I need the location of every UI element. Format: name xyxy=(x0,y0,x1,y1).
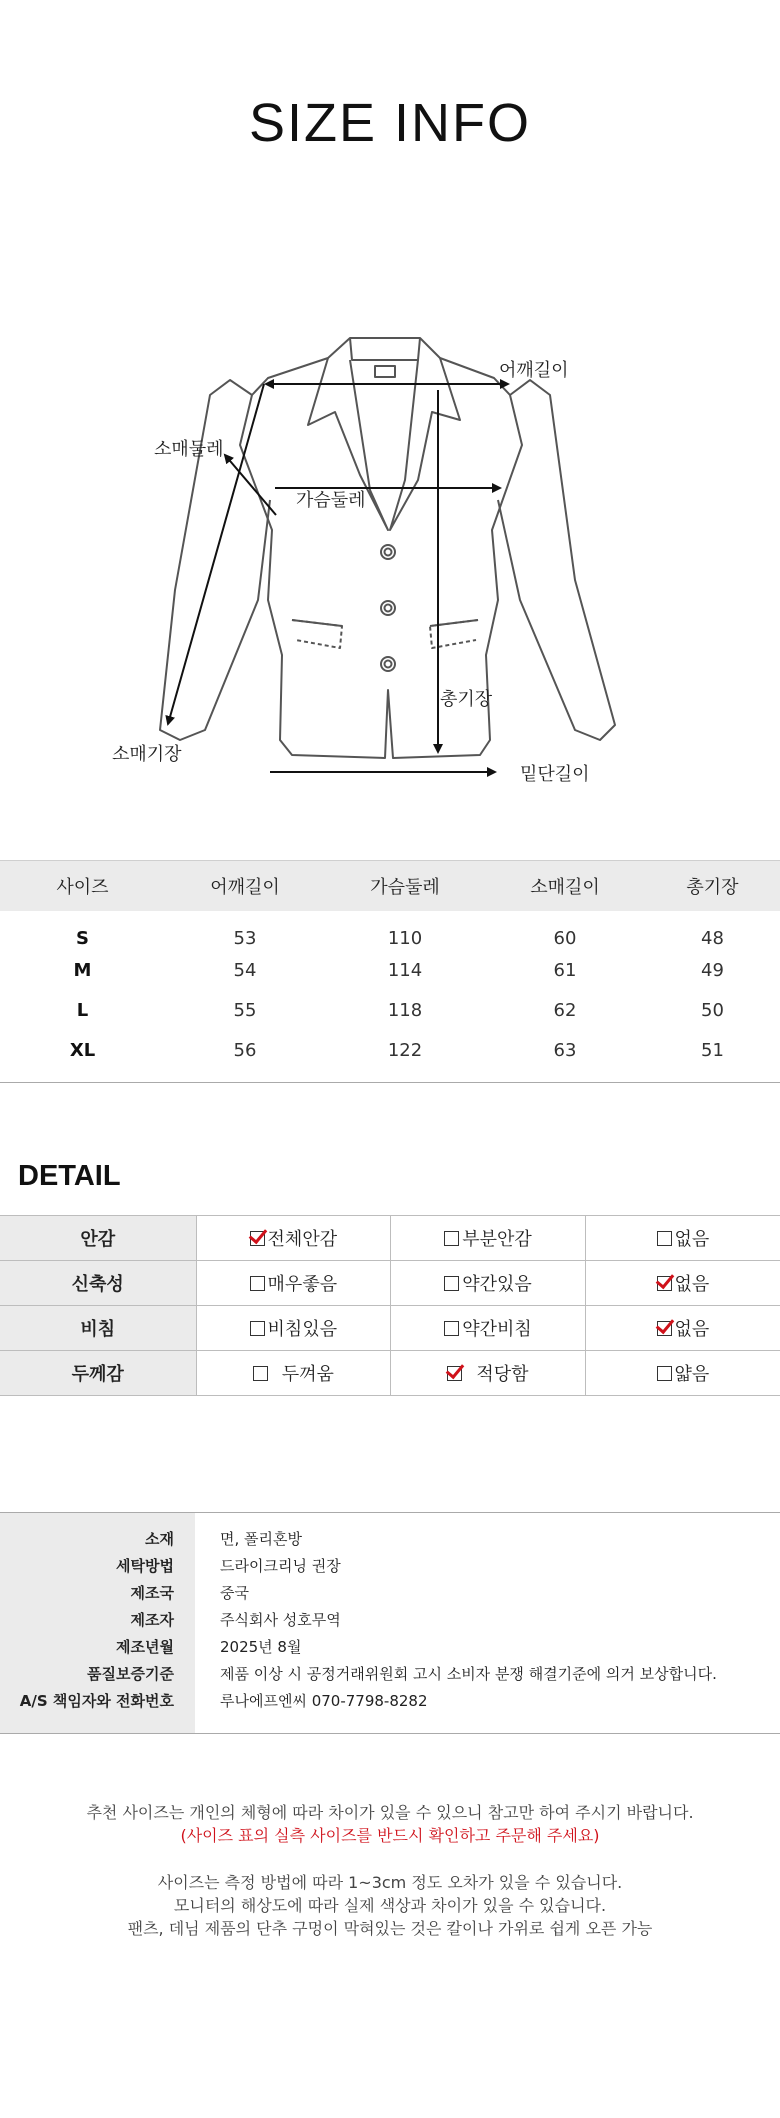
info-value: 중국 xyxy=(220,1584,249,1602)
info-value: 주식회사 성호무역 xyxy=(220,1611,341,1629)
info-key: 제조국 xyxy=(130,1584,174,1602)
detail-option xyxy=(196,1351,391,1396)
checkbox-icon xyxy=(657,1231,672,1246)
value-cell: 48 xyxy=(701,928,724,949)
header-size: 사이즈 xyxy=(56,876,109,898)
option-text: 얇음 xyxy=(674,1364,710,1385)
jacket-size-diagram xyxy=(0,300,780,800)
value-cell: 55 xyxy=(233,1000,257,1021)
info-row-washing xyxy=(0,1555,780,1582)
detail-option xyxy=(585,1216,780,1261)
label-sleeve-circumference: 소매둘레 xyxy=(154,439,224,460)
detail-option xyxy=(196,1306,391,1351)
table-row xyxy=(0,991,780,1031)
size-cell: XL xyxy=(69,1039,96,1061)
page-title: SIZE INFO xyxy=(248,93,531,153)
size-cell: S xyxy=(76,928,89,949)
detail-row-thickness xyxy=(0,1351,780,1396)
info-key: 제조자 xyxy=(130,1611,174,1629)
detail-title: DETAIL xyxy=(18,1160,121,1192)
note-line: 팬츠, 데님 제품의 단추 구멍이 막혀있는 것은 칼이나 가위로 쉽게 오픈 가능 xyxy=(127,1919,653,1938)
size-cell: L xyxy=(76,1000,89,1021)
detail-label: 두께감 xyxy=(0,1351,196,1396)
value-cell: 49 xyxy=(701,960,724,981)
option-text: 두껴움 xyxy=(281,1364,334,1385)
checkbox-icon xyxy=(444,1321,459,1336)
detail-option xyxy=(585,1351,780,1396)
option-text: 없음 xyxy=(674,1229,710,1250)
value-cell: 53 xyxy=(233,928,257,949)
value-cell: 110 xyxy=(387,928,423,949)
info-value: 루나에프엔씨 070-7798-8282 xyxy=(220,1692,428,1710)
checkbox-icon xyxy=(444,1231,459,1246)
note-line: 추천 사이즈는 개인의 체형에 따라 차이가 있을 수 있으니 참고만 하여 주시기 바랍니다. xyxy=(86,1803,694,1822)
size-table xyxy=(0,860,780,1083)
option-text: 약간비침 xyxy=(462,1319,532,1340)
checkbox-checked-icon xyxy=(250,1231,265,1246)
checkbox-icon xyxy=(657,1366,672,1381)
option-text: 없음 xyxy=(674,1274,710,1295)
detail-label: 비침 xyxy=(0,1306,196,1351)
info-value: 드라이크리닝 권장 xyxy=(220,1557,341,1575)
detail-option xyxy=(391,1306,586,1351)
option-text: 없음 xyxy=(674,1319,710,1340)
option-text: 전체안감 xyxy=(267,1229,338,1250)
option-text: 약간있음 xyxy=(462,1274,532,1295)
value-cell: 114 xyxy=(387,960,423,981)
header-shoulder: 어깨길이 xyxy=(210,876,280,898)
note-warning: (사이즈 표의 실측 사이즈를 반드시 확인하고 주문해 주세요) xyxy=(180,1826,600,1845)
detail-option xyxy=(585,1306,780,1351)
size-table-header xyxy=(0,861,780,911)
header-sleeve: 소매길이 xyxy=(530,876,600,898)
value-cell: 56 xyxy=(233,1039,257,1061)
value-cell: 118 xyxy=(387,1000,423,1021)
detail-table xyxy=(0,1215,780,1396)
jacket-illustration xyxy=(0,300,780,800)
info-row-as-contact xyxy=(0,1690,780,1717)
value-cell: 60 xyxy=(553,928,577,949)
option-text: 비침있음 xyxy=(267,1319,338,1340)
note-line: 사이즈는 측정 방법에 따라 1~3cm 정도 오차가 있을 수 있습니다. xyxy=(157,1873,623,1892)
value-cell: 51 xyxy=(701,1039,724,1061)
detail-option xyxy=(196,1261,391,1306)
detail-option xyxy=(391,1216,586,1261)
info-value: 제품 이상 시 공정거래위원회 고시 소비자 분쟁 해결기준에 의거 보상합니다. xyxy=(220,1665,717,1683)
label-chest: 가슴둘레 xyxy=(296,490,366,511)
checkbox-checked-icon xyxy=(447,1366,462,1381)
label-hem-width: 밑단길이 xyxy=(520,764,590,785)
info-key: 세탁방법 xyxy=(116,1557,174,1575)
value-cell: 54 xyxy=(233,960,257,981)
info-value: 2025년 8월 xyxy=(220,1638,302,1656)
detail-option xyxy=(585,1261,780,1306)
option-text: 매우좋음 xyxy=(267,1274,338,1295)
info-key: 품질보증기준 xyxy=(87,1665,174,1683)
detail-option xyxy=(196,1216,391,1261)
checkbox-checked-icon xyxy=(657,1276,672,1291)
value-cell: 50 xyxy=(701,1000,724,1021)
product-info-table xyxy=(0,1512,780,1734)
info-row-country xyxy=(0,1582,780,1609)
label-sleeve-length: 소매기장 xyxy=(112,744,182,765)
info-row-date xyxy=(0,1636,780,1663)
info-key: 제조년월 xyxy=(116,1638,174,1656)
header-total-length: 총기장 xyxy=(686,876,739,898)
detail-label: 신축성 xyxy=(0,1261,196,1306)
checkbox-icon xyxy=(253,1366,268,1381)
option-text: 적당함 xyxy=(476,1364,529,1385)
value-cell: 62 xyxy=(553,1000,577,1021)
info-value: 면, 폴리혼방 xyxy=(220,1530,302,1548)
info-row-manufacturer xyxy=(0,1609,780,1636)
option-text: 부분안감 xyxy=(462,1229,532,1250)
size-cell: M xyxy=(73,960,92,981)
detail-row-sheerness xyxy=(0,1306,780,1351)
value-cell: 122 xyxy=(387,1039,423,1061)
value-cell: 61 xyxy=(553,960,577,981)
detail-row-lining xyxy=(0,1216,780,1261)
info-row-warranty xyxy=(0,1663,780,1690)
table-row xyxy=(0,1031,780,1083)
info-row-material xyxy=(0,1528,780,1555)
detail-option xyxy=(391,1351,586,1396)
detail-label: 안감 xyxy=(0,1216,196,1261)
table-row xyxy=(0,911,780,951)
table-row xyxy=(0,951,780,991)
detail-option xyxy=(391,1261,586,1306)
detail-row-stretch xyxy=(0,1261,780,1306)
info-key: A/S 책임자와 전화번호 xyxy=(19,1692,174,1710)
checkbox-icon xyxy=(250,1276,265,1291)
label-total-length: 총기장 xyxy=(440,689,493,710)
checkbox-checked-icon xyxy=(657,1321,672,1336)
value-cell: 63 xyxy=(553,1039,577,1061)
header-chest: 가슴둘레 xyxy=(370,876,440,898)
note-line: 모니터의 해상도에 따라 실제 색상과 차이가 있을 수 있습니다. xyxy=(173,1896,607,1915)
info-key: 소재 xyxy=(145,1530,174,1548)
checkbox-icon xyxy=(250,1321,265,1336)
checkbox-icon xyxy=(444,1276,459,1291)
notes-section xyxy=(0,1800,780,1939)
label-shoulder: 어깨길이 xyxy=(499,360,569,381)
